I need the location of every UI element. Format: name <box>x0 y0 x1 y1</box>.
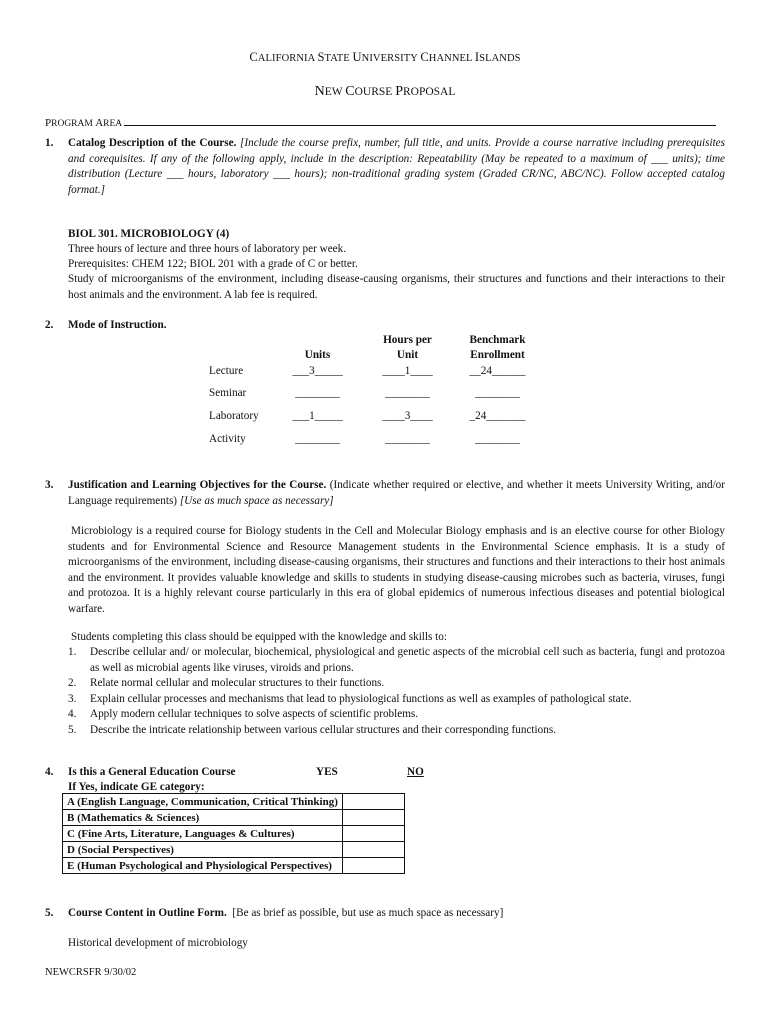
laboratory-units[interactable]: ___1_____ <box>292 410 343 422</box>
ge-category-table <box>62 793 405 874</box>
objective-text: Describe the intricate relationship between various cellular structures and their corresponding functions. <box>90 723 556 736</box>
objectives-list <box>68 645 725 738</box>
section-3-heading: Justification and Learning Objectives for the Course. <box>68 479 327 491</box>
table-row <box>63 826 405 842</box>
section-5-heading-block <box>68 906 725 922</box>
ge-no-option[interactable]: NO <box>407 766 424 778</box>
list-item <box>68 723 725 739</box>
objective-number: 3. <box>68 692 77 705</box>
section-1-heading: Catalog Description of the Course. <box>68 137 237 149</box>
section-5-heading: Course Content in Outline Form. <box>68 907 227 919</box>
objective-number: 2. <box>68 677 77 689</box>
ge-question: Is this a General Education Course <box>68 766 236 778</box>
row-label-lecture: Lecture <box>209 365 244 377</box>
section-4-number: 4. <box>45 766 54 778</box>
ge-category-a-box[interactable] <box>342 794 404 810</box>
lecture-enrollment[interactable]: __24______ <box>469 365 526 377</box>
activity-units[interactable]: ________ <box>295 433 340 445</box>
list-item <box>68 676 725 692</box>
list-item <box>68 645 725 676</box>
objective-text: Describe cellular and/ or molecular, biochemical, physiological and genetic aspects of the microbial cell such as bacteria, fungi and protozoa as well as microbial agents like viruses, viroids and prions. <box>90 646 725 674</box>
lecture-units[interactable]: ___3_____ <box>292 365 343 377</box>
lecture-hours[interactable]: ____1____ <box>382 365 433 377</box>
col-hours-header-1: Hours per <box>383 334 432 346</box>
section-2-heading: Mode of Instruction. <box>68 319 167 331</box>
outline-first-item: Historical development of microbiology <box>68 937 248 949</box>
section-5-instructions: [Be as brief as possible, but use as much space as necessary] <box>232 907 504 919</box>
section-2-number: 2. <box>45 319 54 331</box>
institution-name: CALIFORNIA STATE UNIVERSITY CHANNEL ISLANDS <box>249 50 521 64</box>
objective-text: Apply modern cellular techniques to solve aspects of scientific problems. <box>90 708 419 720</box>
objective-number: 1. <box>68 646 77 658</box>
ge-sub-label: If Yes, indicate GE category: <box>68 781 205 793</box>
col-bench-header-1: Benchmark <box>469 334 526 346</box>
seminar-units[interactable]: ________ <box>295 387 340 399</box>
ge-category-d-box[interactable] <box>342 842 404 858</box>
course-description: Study of microorganisms of the environment, including disease-causing organisms, their structures and functions and their interactions to their host animals and the environment. A lab fee is required. <box>68 273 725 301</box>
ge-category-b-box[interactable] <box>342 810 404 826</box>
course-prereq-line: Prerequisites: CHEM 122; BIOL 201 with a grade of C or better. <box>68 258 358 270</box>
seminar-enrollment[interactable]: ________ <box>475 387 520 399</box>
document-title: NEW COURSE PROPOSAL <box>314 84 456 99</box>
laboratory-enrollment[interactable]: _24_______ <box>469 410 526 422</box>
objective-number: 5. <box>68 723 77 736</box>
activity-hours[interactable]: ________ <box>385 433 430 445</box>
section-1-heading-block <box>68 136 725 198</box>
list-item <box>68 692 725 708</box>
ge-category-c: C (Fine Arts, Literature, Languages & Cultures) <box>63 826 343 842</box>
section-3-instructions-italic: [Use as much space as necessary] <box>179 494 334 507</box>
row-label-laboratory: Laboratory <box>209 410 259 422</box>
row-label-activity: Activity <box>209 433 246 445</box>
objectives-intro: Students completing this class should be equipped with the knowledge and skills to: <box>71 631 447 643</box>
section-1-number: 1. <box>45 137 54 149</box>
list-item <box>68 707 725 723</box>
ge-category-a: A (English Language, Communication, Critical Thinking) <box>63 794 343 810</box>
ge-yes-option[interactable]: YES <box>316 766 338 778</box>
ge-category-e-box[interactable] <box>342 858 404 874</box>
justification-paragraph: Microbiology is a required course for Biology students in the Cell and Molecular Biology emphasis and is an elective course for other Biology students and for Environmental Science and Resource Management students in the Environmental Science emphasis. It is a study of microorganisms of the environment, including disease-causing organisms, their structures and functions and their interactions to their host animals and the environment. It provides valuable knowledge and skills to students in studying disease-causing microbes such as bacteria, viruses, fungi and protozoa. It is a highly relevant course particularly in this era of global epidemics of numerous infectious diseases and potential biological warfare. <box>68 525 725 615</box>
section-3-heading-block <box>68 478 725 509</box>
objective-number: 4. <box>68 708 77 720</box>
section-3-number: 3. <box>45 479 54 491</box>
ge-category-d: D (Social Perspectives) <box>63 842 343 858</box>
col-units-header: Units <box>304 349 331 361</box>
col-hours-header-2: Unit <box>396 349 419 361</box>
objective-text: Relate normal cellular and molecular structures to their functions. <box>90 677 385 689</box>
row-label-seminar: Seminar <box>209 387 247 399</box>
objective-text: Explain cellular processes and mechanisms that lead to physiological functions as well as examples of pathological state. <box>90 692 632 705</box>
col-bench-header-2: Enrollment <box>470 349 525 361</box>
form-id: NEWCRSFR 9/30/02 <box>45 967 137 978</box>
section-3-instructions: (Indicate whether required or elective, and whether it meets University Writing, and/or Language requirements) <box>68 479 726 507</box>
ge-category-c-box[interactable] <box>342 826 404 842</box>
table-row <box>63 858 405 874</box>
table-row <box>63 810 405 826</box>
seminar-hours[interactable]: ________ <box>385 387 430 399</box>
activity-enrollment[interactable]: ________ <box>475 433 520 445</box>
laboratory-hours[interactable]: ____3____ <box>382 410 433 422</box>
ge-category-b: B (Mathematics & Sciences) <box>63 810 343 826</box>
course-hours-line: Three hours of lecture and three hours of laboratory per week. <box>68 243 347 255</box>
table-row <box>63 794 405 810</box>
table-row <box>63 842 405 858</box>
ge-category-e: E (Human Psychological and Physiological Perspectives) <box>63 858 343 874</box>
section-5-number: 5. <box>45 907 54 919</box>
program-area-field: PROGRAM AREA <box>45 116 725 133</box>
course-title: BIOL 301. MICROBIOLOGY (4) <box>68 228 230 240</box>
program-area-line[interactable] <box>124 116 716 126</box>
section-1-instructions: [Include the course prefix, number, full title, and units. Provide a course narrative including prerequisites and corequisites. If any of the following apply, include in the description: Repeatability (May be repeated to a maximum of ___ units); time distribution (Lecture ___ hours, laboratory ___ hours); non-traditional grading system (Graded CR/NC, ABC/NC). Follow accepted catalog format.] <box>68 137 726 196</box>
